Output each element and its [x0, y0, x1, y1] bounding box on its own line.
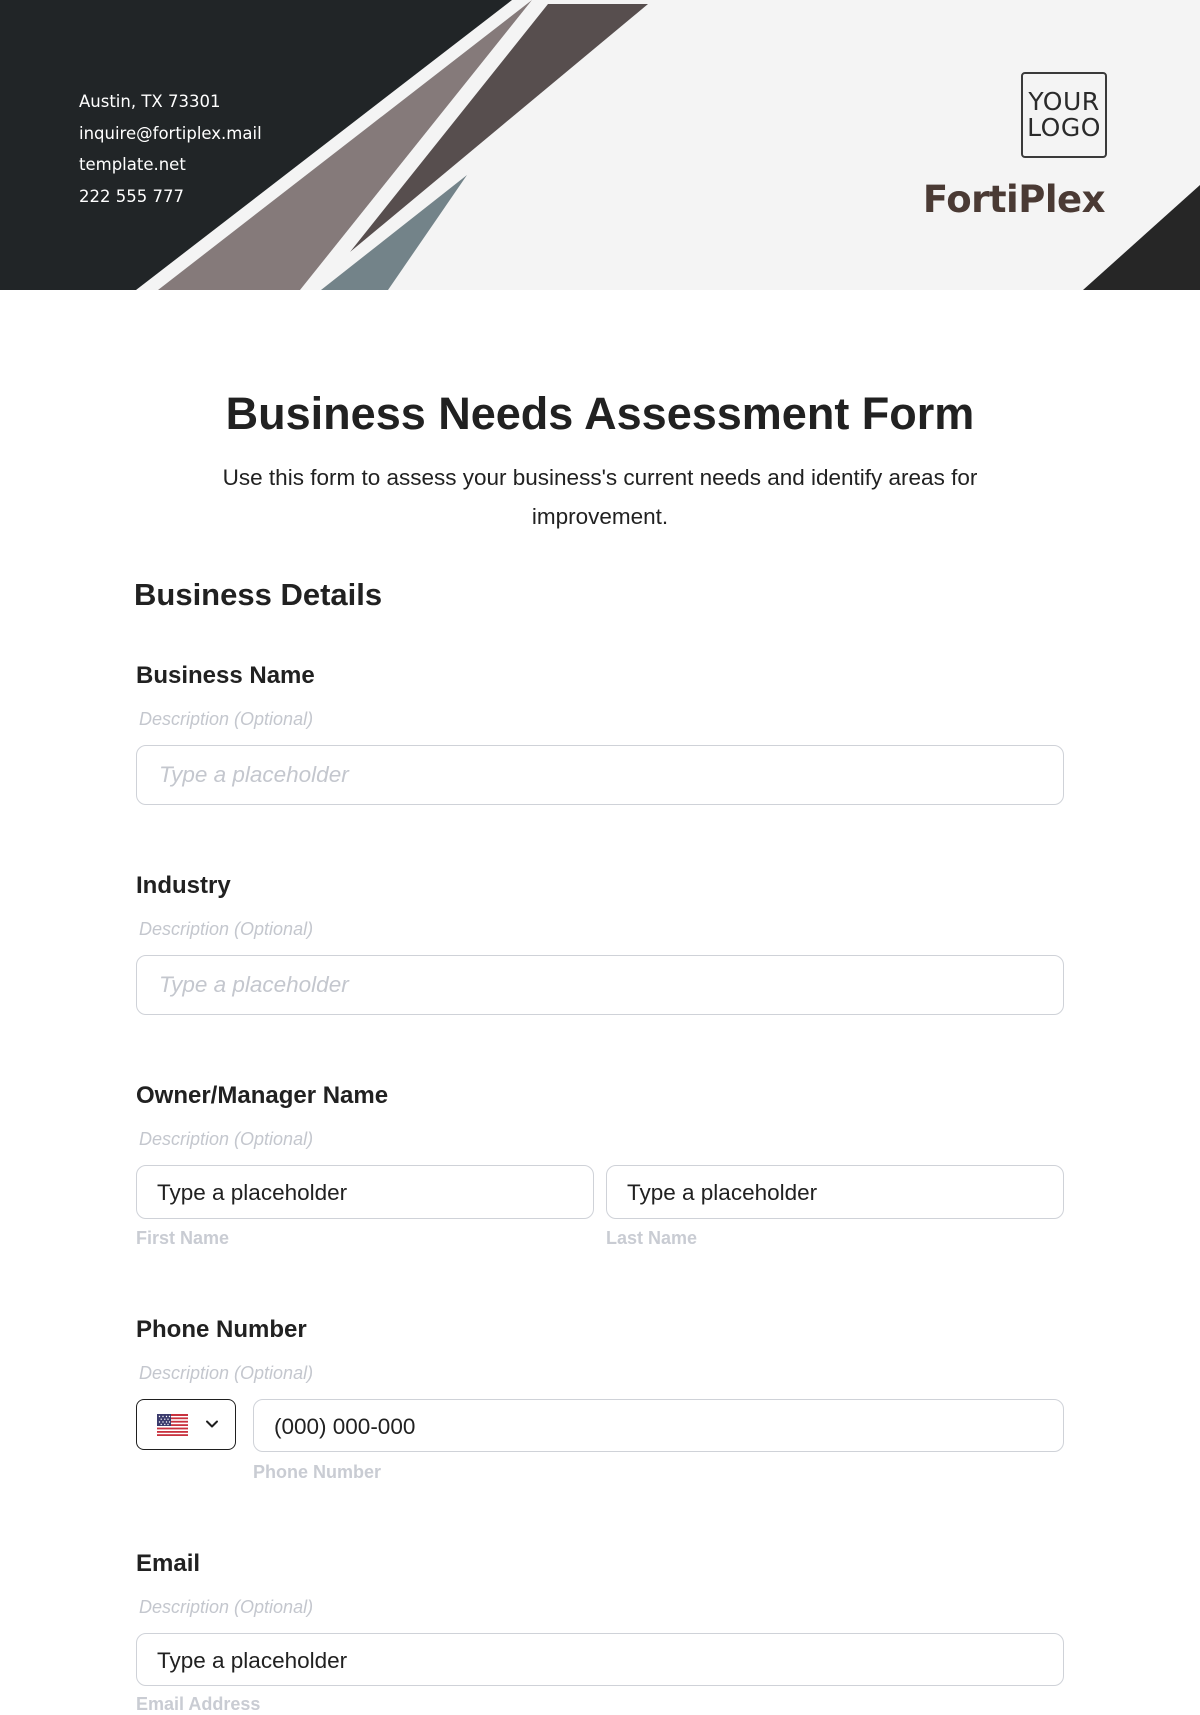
business-name-input[interactable] — [136, 745, 1064, 805]
logo-line-2: LOGO — [1027, 113, 1101, 142]
phone-value: (000) 000-000 — [274, 1413, 416, 1439]
phone-input[interactable] — [253, 1399, 1064, 1452]
owner-name-description: Description (Optional) — [139, 1129, 314, 1149]
industry-input[interactable] — [136, 955, 1064, 1015]
industry-placeholder: Type a placeholder — [159, 972, 349, 997]
contact-website: template.net — [79, 155, 186, 174]
first-name-sublabel: First Name — [136, 1228, 230, 1248]
contact-email: inquire@fortiplex.mail — [79, 123, 262, 143]
chevron-down-icon — [205, 1417, 219, 1431]
form-subtitle: Use this form to assess your business's current needs and identify areas for improvement. — [222, 465, 978, 529]
phone-label: Phone Number — [136, 1316, 307, 1343]
last-name-sublabel: Last Name — [606, 1228, 698, 1248]
industry-label: Industry — [136, 872, 231, 899]
owner-name-label: Owner/Manager Name — [136, 1082, 389, 1109]
last-name-input[interactable] — [606, 1165, 1064, 1219]
us-flag-icon — [157, 1414, 188, 1436]
logo-line-1: YOUR — [1028, 87, 1100, 116]
business-name-placeholder: Type a placeholder — [159, 762, 349, 787]
email-description: Description (Optional) — [139, 1597, 314, 1617]
logo-placeholder — [1021, 72, 1107, 158]
phone-description: Description (Optional) — [139, 1363, 314, 1383]
section-heading: Business Details — [134, 577, 383, 612]
country-code-select[interactable] — [136, 1399, 236, 1450]
business-name-description: Description (Optional) — [139, 709, 314, 729]
business-name-label: Business Name — [136, 662, 315, 689]
contact-info — [79, 86, 262, 212]
contact-phone: 222 555 777 — [79, 186, 184, 206]
form-title: Business Needs Assessment Form — [225, 388, 975, 439]
email-label: Email — [136, 1550, 201, 1577]
industry-description: Description (Optional) — [139, 919, 314, 939]
brand-name: FortiPlex — [922, 178, 1105, 221]
contact-address: Austin, TX 73301 — [79, 92, 221, 111]
email-value: Type a placeholder — [157, 1647, 348, 1673]
letterhead — [0, 0, 1200, 290]
email-input[interactable] — [136, 1633, 1064, 1686]
last-name-value: Type a placeholder — [627, 1180, 818, 1206]
first-name-value: Type a placeholder — [157, 1180, 348, 1206]
phone-sublabel: Phone Number — [253, 1462, 382, 1482]
first-name-input[interactable] — [136, 1165, 594, 1219]
email-sublabel: Email Address — [136, 1694, 261, 1714]
